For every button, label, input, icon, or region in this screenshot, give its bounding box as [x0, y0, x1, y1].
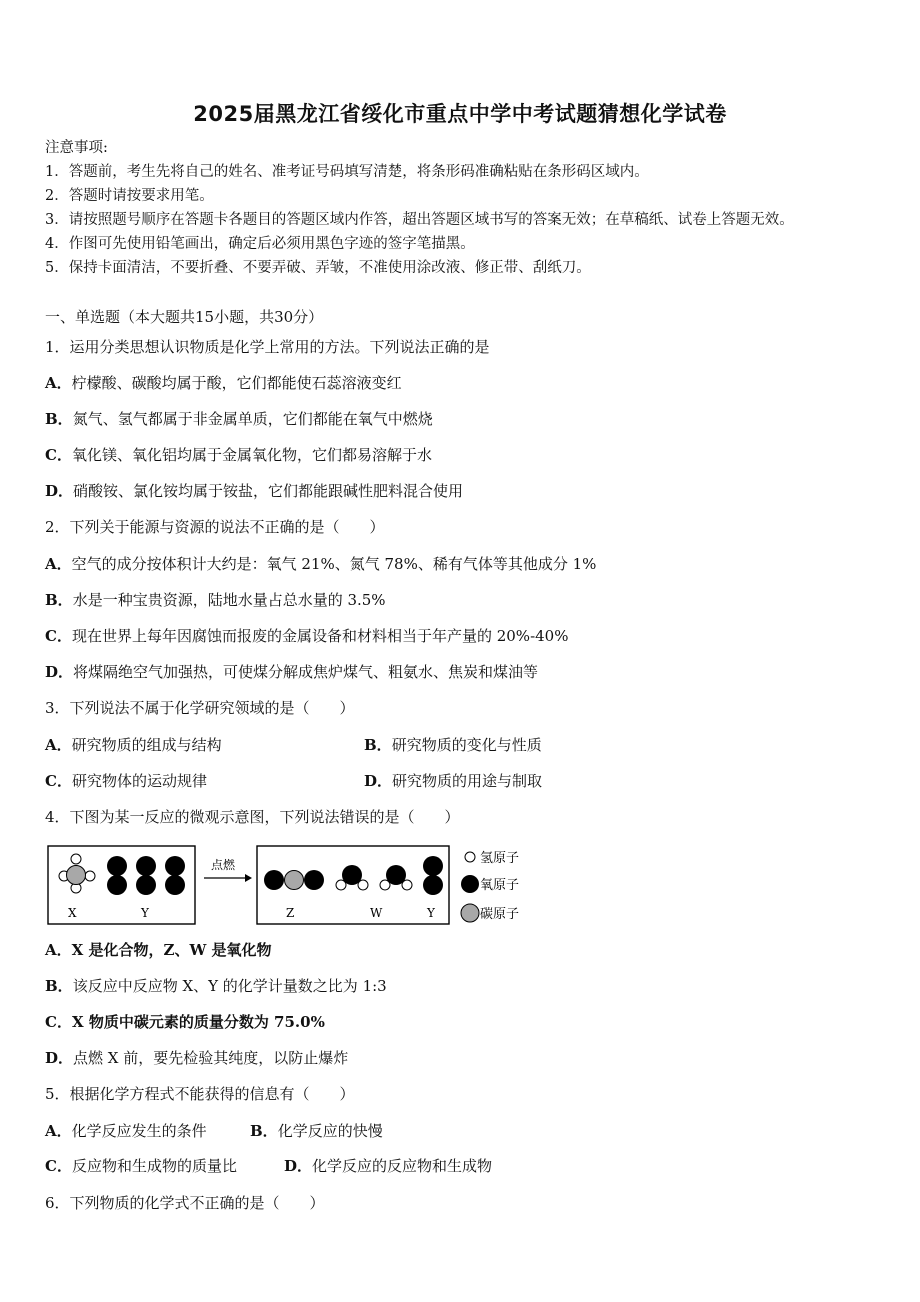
legend-oxygen-icon	[461, 875, 479, 893]
legend-oxygen: 氧原子	[480, 878, 520, 893]
option-label: B．	[364, 736, 392, 754]
q4-option-d	[45, 1048, 348, 1068]
label-y: Y	[141, 906, 149, 920]
notice-item-3: 3．请按照题号顺序在答题卡各题目的答题区域内作答，超出答题区域书写的答案无效；在草稿纸、试卷上答题无效。	[45, 212, 794, 228]
option-text: 该反应中反应物 X、Y 的化学计量数之比为 1:3	[72, 977, 387, 995]
option-text: 化学反应的快慢	[277, 1122, 383, 1140]
oxygen-molecule	[136, 856, 156, 895]
q4-option-a	[45, 940, 272, 960]
carbon-dioxide-molecule	[264, 870, 324, 890]
legend-carbon: 碳原子	[480, 907, 520, 922]
option-label: D．	[364, 772, 393, 790]
q6-stem: 6．下列物质的化学式不正确的是（ ）	[45, 1194, 325, 1212]
notice-heading: 注意事项:	[45, 140, 108, 156]
option-text: 氮气、氢气都属于非金属单质，它们都能在氧气中燃烧	[72, 410, 433, 428]
option-text: 硝酸铵、氯化铵均属于铵盐，它们都能跟碱性肥料混合使用	[73, 482, 464, 500]
q4-stem: 4．下图为某一反应的微观示意图，下列说法错误的是（ ）	[45, 808, 460, 826]
option-label: B．	[45, 977, 73, 995]
option-label: C．	[45, 1157, 72, 1175]
arrow-head	[245, 874, 252, 882]
option-text: X 物质中碳元素的质量分数为 75.0%	[71, 1013, 325, 1031]
option-label: A．	[45, 555, 72, 573]
q3-option-a	[45, 735, 222, 755]
q2-option-c	[45, 626, 568, 646]
option-label: D．	[45, 1049, 74, 1067]
option-text: 化学反应的反应物和生成物	[312, 1157, 493, 1175]
legend-hydrogen-icon	[465, 852, 475, 862]
option-label: D．	[45, 663, 74, 681]
label-x: X	[68, 906, 77, 920]
page-title: 2025届黑龙江省绥化市重点中学中考试题猜想化学试卷	[193, 102, 727, 126]
option-text: 研究物质的组成与结构	[71, 736, 222, 754]
oxygen-molecule	[165, 856, 185, 895]
q4-option-b	[45, 976, 387, 996]
notice-item-5: 5．保持卡面清洁，不要折叠、不要弄破、弄皱，不准使用涂改液、修正带、刮纸刀。	[45, 260, 591, 276]
q2-stem: 2．下列关于能源与资源的说法不正确的是（ ）	[45, 518, 385, 536]
option-text: 反应物和生成物的质量比	[71, 1157, 237, 1175]
option-label: A．	[45, 736, 72, 754]
notice-item-1: 1．答题前，考生先将自己的姓名、准考证号码填写清楚，将条形码准确粘贴在条形码区域内。	[45, 164, 649, 180]
option-label: B．	[45, 591, 73, 609]
methane-molecule	[59, 854, 95, 893]
option-label: D．	[45, 482, 74, 500]
arrow-label: 点燃	[211, 858, 236, 872]
option-text: 研究物质的用途与制取	[392, 772, 543, 790]
option-label: B．	[250, 1122, 278, 1140]
option-text: 将煤隔绝空气加强热，可使煤分解成焦炉煤气、粗氨水、焦炭和煤油等	[73, 663, 539, 681]
q4-option-c	[45, 1012, 325, 1032]
q1-stem: 1．运用分类思想认识物质是化学上常用的方法。下列说法正确的是	[45, 338, 490, 356]
option-text: 氧化镁、氧化铝均属于金属氧化物，它们都易溶解于水	[71, 446, 432, 464]
q2-option-b	[45, 590, 386, 610]
option-text: 空气的成分按体积计大约是：氧气 21%、氮气 78%、稀有气体等其他成分 1%	[71, 555, 597, 573]
q1-option-c	[45, 445, 432, 465]
q3-option-c	[45, 771, 207, 791]
q1-option-a	[45, 373, 402, 393]
q3-option-b	[364, 735, 542, 755]
q5-stem: 5．根据化学方程式不能获得的信息有（ ）	[45, 1085, 355, 1103]
q2-option-a	[45, 554, 596, 574]
option-label: C．	[45, 627, 72, 645]
q1-option-b	[45, 409, 433, 429]
notice-item-2: 2．答题时请按要求用笔。	[45, 188, 214, 204]
section-heading: 一、单选题（本大题共15小题，共30分）	[45, 308, 324, 326]
option-label: A．	[45, 941, 72, 959]
option-label: B．	[45, 410, 73, 428]
option-text: 水是一种宝贵资源，陆地水量占总水量的 3.5%	[72, 591, 386, 609]
legend-hydrogen: 氢原子	[480, 851, 520, 866]
label-y2: Y	[427, 906, 435, 920]
q5-option-b	[250, 1121, 383, 1141]
option-label: C．	[45, 1013, 72, 1031]
option-text: 现在世界上每年因腐蚀而报废的金属设备和材料相当于年产量的 20%-40%	[71, 627, 569, 645]
q5-option-d	[284, 1156, 492, 1176]
option-text: X 是化合物，Z、W 是氧化物	[71, 941, 272, 959]
q3-stem: 3．下列说法不属于化学研究领域的是（ ）	[45, 699, 355, 717]
q3-option-d	[364, 771, 542, 791]
oxygen-molecule	[107, 856, 127, 895]
label-z: Z	[286, 906, 295, 920]
option-label: C．	[45, 446, 72, 464]
q2-option-d	[45, 662, 538, 682]
option-label: C．	[45, 772, 72, 790]
water-molecule	[336, 865, 368, 890]
oxygen-molecule	[423, 856, 443, 895]
reaction-diagram	[45, 838, 535, 930]
option-text: 柠檬酸、碳酸均属于酸，它们都能使石蕊溶液变红	[71, 374, 402, 392]
q5-option-c	[45, 1156, 237, 1176]
option-label: D．	[284, 1157, 313, 1175]
label-w: W	[370, 906, 383, 920]
option-label: A．	[45, 374, 72, 392]
option-label: A．	[45, 1122, 72, 1140]
option-text: 研究物体的运动规律	[71, 772, 207, 790]
option-text: 研究物质的变化与性质	[391, 736, 542, 754]
option-text: 化学反应发生的条件	[71, 1122, 207, 1140]
water-molecule	[380, 865, 412, 890]
legend-carbon-icon	[461, 904, 479, 922]
option-text: 点燃 X 前，要先检验其纯度，以防止爆炸	[73, 1049, 349, 1067]
q5-option-a	[45, 1121, 207, 1141]
q1-option-d	[45, 481, 463, 501]
notice-item-4: 4．作图可先使用铅笔画出，确定后必须用黑色字迹的签字笔描黑。	[45, 236, 475, 252]
